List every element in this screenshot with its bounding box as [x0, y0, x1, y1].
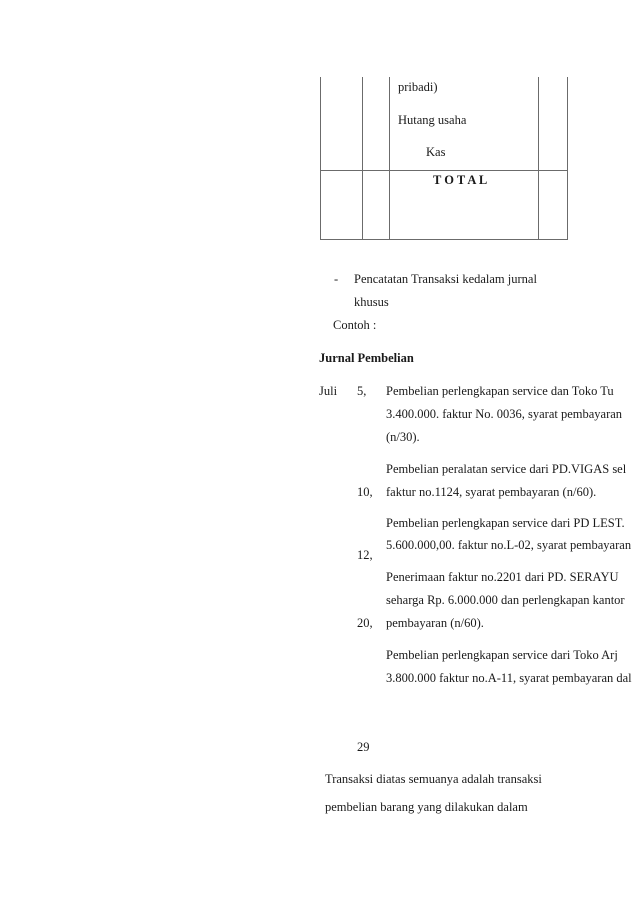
table-border-col3: [389, 77, 390, 240]
table-cell-hutang-usaha: Hutang usaha: [398, 113, 467, 127]
entry-10-line-2: faktur no.1124, syarat pembayaran (n/60).: [386, 485, 597, 499]
entry-29-line-1: Pembelian perlengkapan service dari Toko Arj: [386, 648, 618, 662]
entry-5-line-1: Pembelian perlengkapan service dan Toko Tu: [386, 384, 614, 398]
entry-20-line-2: seharga Rp. 6.000.000 dan perlengkapan kantor: [386, 593, 625, 607]
section-title: Jurnal Pembelian: [319, 351, 414, 365]
entry-20-line-1: Penerimaan faktur no.2201 dari PD. SERAYU: [386, 570, 619, 584]
entry-day-20: 20,: [357, 616, 373, 630]
table-border-left: [320, 77, 321, 240]
entry-day-29: 29: [357, 740, 370, 754]
table-row-divider: [320, 170, 568, 171]
note-bullet: -: [334, 272, 339, 286]
note-line-1: Pencatatan Transaksi kedalam jurnal: [354, 272, 537, 286]
note-line-2: khusus: [354, 295, 389, 309]
entry-20-line-3: pembayaran (n/60).: [386, 616, 484, 630]
closing-line-2: pembelian barang yang dilakukan dalam: [325, 800, 528, 814]
entry-day-10: 10,: [357, 485, 373, 499]
table-cell-pribadi: pribadi): [398, 80, 438, 94]
entry-day-12: 12,: [357, 548, 373, 562]
closing-line-1: Transaksi diatas semuanya adalah transaksi: [325, 772, 542, 786]
entry-29-line-2: 3.800.000 faktur no.A-11, syarat pembayaran dal: [386, 671, 632, 685]
entry-12-line-1: Pembelian perlengkapan service dari PD LEST.: [386, 516, 625, 530]
entry-12-line-2: 5.600.000,00. faktur no.L-02, syarat pembayaran: [386, 538, 632, 552]
table-cell-kas: Kas: [426, 145, 446, 159]
table-border-col2: [362, 77, 363, 240]
table-border-bottom: [320, 239, 568, 240]
entry-10-line-1: Pembelian peralatan service dari PD.VIGAS sel: [386, 462, 627, 476]
table-total-label: T O T A L: [433, 173, 488, 187]
entry-5-line-3: (n/30).: [386, 430, 420, 444]
note-example: Contoh :: [333, 318, 377, 332]
table-border-right: [567, 77, 568, 240]
entry-month: Juli: [319, 384, 338, 398]
entry-day-5: 5,: [357, 384, 367, 398]
entry-5-line-2: 3.400.000. faktur No. 0036, syarat pembayaran: [386, 407, 623, 421]
table-border-col4: [538, 77, 539, 240]
